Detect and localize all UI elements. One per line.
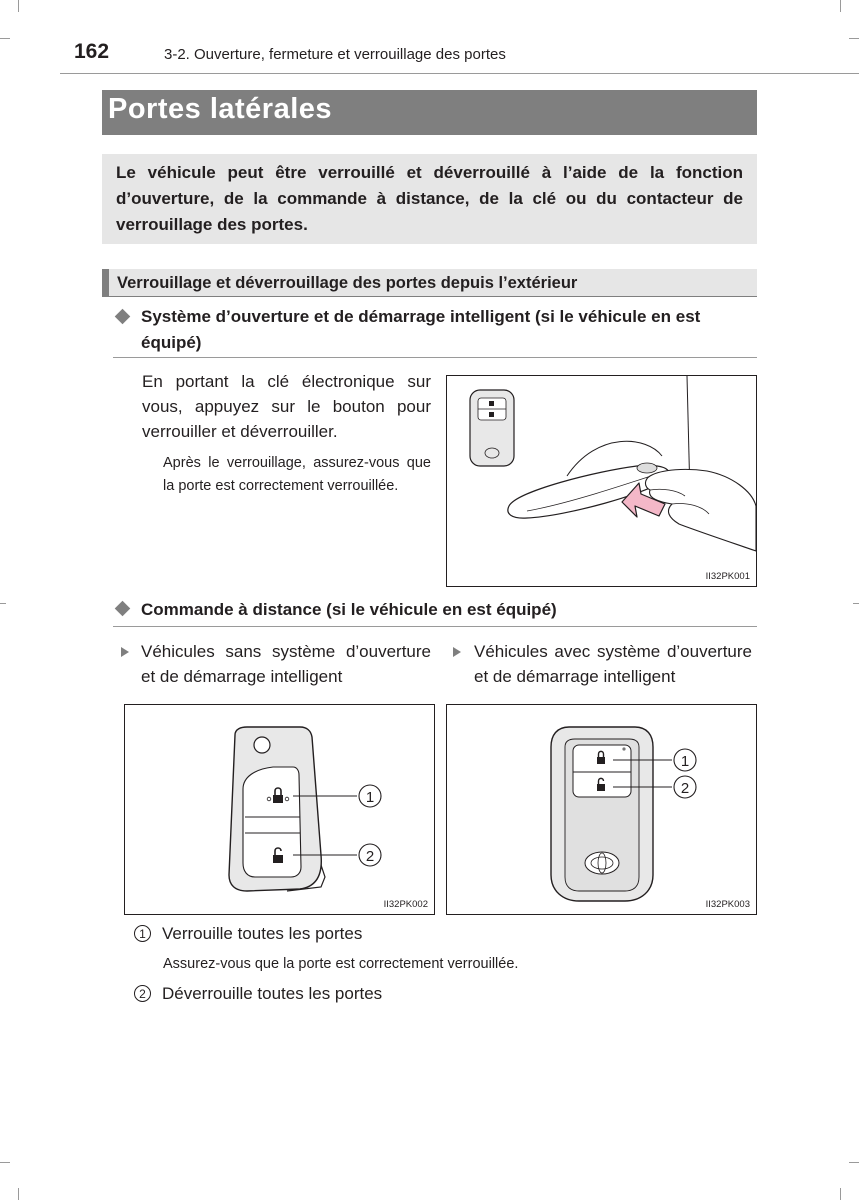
subsection-heading: Verrouillage et déverrouillage des portes depuis l’extérieur	[117, 274, 578, 292]
intro-text: Le véhicule peut être verrouillé et déverrouillé à l’aide de la fonction d’ouverture, de la commande à distance, de la clé ou du contacteur de verrouillage des portes.	[116, 163, 743, 234]
crop-mark	[849, 38, 859, 39]
legend-item-2: Déverrouille toutes les portes	[162, 984, 383, 1003]
crop-mark	[0, 603, 6, 604]
col-right-label: Véhicules avec système d’ouverture et de démarrage intelligent	[474, 642, 752, 686]
callout-2: 2	[680, 780, 690, 797]
subsection-accent	[102, 269, 109, 297]
diamond-icon	[115, 309, 131, 325]
smart-key-figure	[446, 704, 757, 915]
col-left-label: Véhicules sans système d’ouverture et de démarrage intelligent	[141, 642, 431, 686]
smart-system-note: Après le verrouillage, assurez-vous que la porte est correctement verrouillée.	[163, 455, 431, 494]
figure-code: II32PK001	[705, 571, 750, 582]
flip-key-illustration	[125, 705, 434, 914]
crop-mark	[840, 1188, 841, 1200]
door-handle-figure	[446, 375, 757, 587]
crop-mark	[853, 603, 859, 604]
diamond-icon	[115, 601, 131, 617]
smart-key-illustration	[447, 705, 756, 914]
callout-2: 2	[365, 848, 375, 865]
flip-key-figure	[124, 704, 435, 915]
header-divider	[60, 73, 859, 74]
legend-item-1-note: Assurez-vous que la porte est correctement verrouillée.	[163, 956, 519, 972]
crop-mark	[18, 0, 19, 12]
page-number: 162	[74, 40, 110, 63]
crop-mark	[840, 0, 841, 12]
crop-mark	[0, 38, 10, 39]
callout-1: 1	[365, 789, 375, 806]
page-title: Portes latérales	[108, 93, 333, 125]
legend-number-2: 2	[134, 985, 151, 1002]
running-header: 3-2. Ouverture, fermeture et verrouillage des portes	[164, 46, 506, 63]
heading-rule	[113, 357, 757, 358]
smart-system-body: En portant la clé électronique sur vous, appuyez sur le bouton pour verrouiller et déverrouiller.	[142, 372, 431, 441]
crop-mark	[18, 1188, 19, 1200]
legend-item-1: Verrouille toutes les portes	[162, 924, 363, 943]
crop-mark	[0, 1162, 10, 1163]
heading-rule	[113, 626, 757, 627]
door-handle-illustration	[447, 376, 756, 586]
triangle-right-icon	[121, 647, 129, 657]
figure-code: II32PK003	[705, 899, 750, 910]
legend-number-1: 1	[134, 925, 151, 942]
callout-1: 1	[680, 753, 690, 770]
crop-mark	[849, 1162, 859, 1163]
figure-code: II32PK002	[383, 899, 428, 910]
remote-heading: Commande à distance (si le véhicule en est équipé)	[141, 600, 557, 619]
smart-system-heading: Système d’ouverture et de démarrage intelligent (si le véhicule en est équipé)	[141, 307, 701, 352]
triangle-right-icon	[453, 647, 461, 657]
